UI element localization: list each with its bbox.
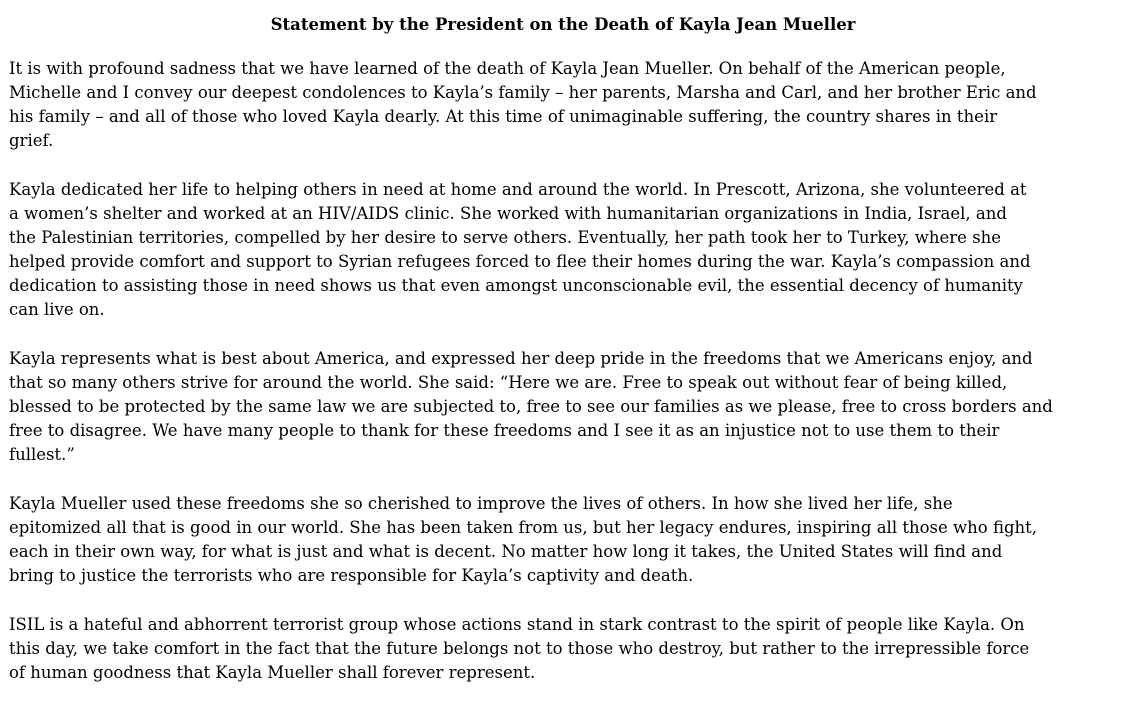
paragraph-2 [9, 178, 1117, 322]
paragraph-line: of human goodness that Kayla Mueller shall forever represent. [9, 663, 536, 682]
paragraph-4 [9, 492, 1117, 588]
paragraph-line: his family – and all of those who loved Kayla dearly. At this time of unimaginable suffering, the country shares in their [9, 107, 998, 126]
paragraph-line: It is with profound sadness that we have learned of the death of Kayla Jean Mueller. On behalf of the American people, [9, 59, 1006, 78]
paragraph-line: this day, we take comfort in the fact that the future belongs not to those who destroy, but rather to the irrepressible force [9, 639, 1030, 658]
paragraph-line: a women’s shelter and worked at an HIV/AIDS clinic. She worked with humanitarian organizations in India, Israel, and [9, 204, 1007, 223]
paragraph-line: Kayla represents what is best about America, and expressed her deep pride in the freedoms that we Americans enjoy, and [9, 349, 1033, 368]
paragraph-line: fullest.” [9, 445, 75, 464]
paragraph-line: that so many others strive for around the world. She said: “Here we are. Free to speak out without fear of being killed, [9, 373, 1008, 392]
paragraph-line: the Palestinian territories, compelled by her desire to serve others. Eventually, her path took her to Turkey, where she [9, 228, 1002, 247]
paragraph-line: helped provide comfort and support to Syrian refugees forced to flee their homes during the war. Kayla’s compassion and [9, 252, 1031, 271]
paragraph-line: Michelle and I convey our deepest condolences to Kayla’s family – her parents, Marsha and Carl, and her brother Eric and [9, 83, 1037, 102]
paragraph-1 [9, 57, 1117, 153]
paragraph-line: each in their own way, for what is just and what is decent. No matter how long it takes, the United States will find and [9, 542, 1003, 561]
paragraph-line: bring to justice the terrorists who are responsible for Kayla’s captivity and death. [9, 566, 694, 585]
paragraph-line: Kayla dedicated her life to helping others in need at home and around the world. In Prescott, Arizona, she volunteered at [9, 180, 1027, 199]
paragraph-line: ISIL is a hateful and abhorrent terrorist group whose actions stand in stark contrast to the spirit of people like Kayla. On [9, 615, 1025, 634]
paragraph-line: free to disagree. We have many people to thank for these freedoms and I see it as an injustice not to use them to their [9, 421, 1000, 440]
document [9, 10, 1117, 710]
paragraph-line: blessed to be protected by the same law we are subjected to, free to see our families as we please, free to cross borders and [9, 397, 1053, 416]
paragraph-line: can live on. [9, 300, 105, 319]
document-title: Statement by the President on the Death of Kayla Jean Mueller [270, 15, 856, 34]
paragraph-line: dedication to assisting those in need shows us that even amongst unconscionable evil, the essential decency of humanity [9, 276, 1023, 295]
paragraph-3 [9, 347, 1117, 467]
paragraph-line: grief. [9, 131, 54, 150]
paragraph-line: epitomized all that is good in our world. She has been taken from us, but her legacy endures, inspiring all those who fight, [9, 518, 1038, 537]
paragraph-5 [9, 613, 1117, 685]
paragraph-line: Kayla Mueller used these freedoms she so cherished to improve the lives of others. In how she lived her life, she [9, 494, 953, 513]
